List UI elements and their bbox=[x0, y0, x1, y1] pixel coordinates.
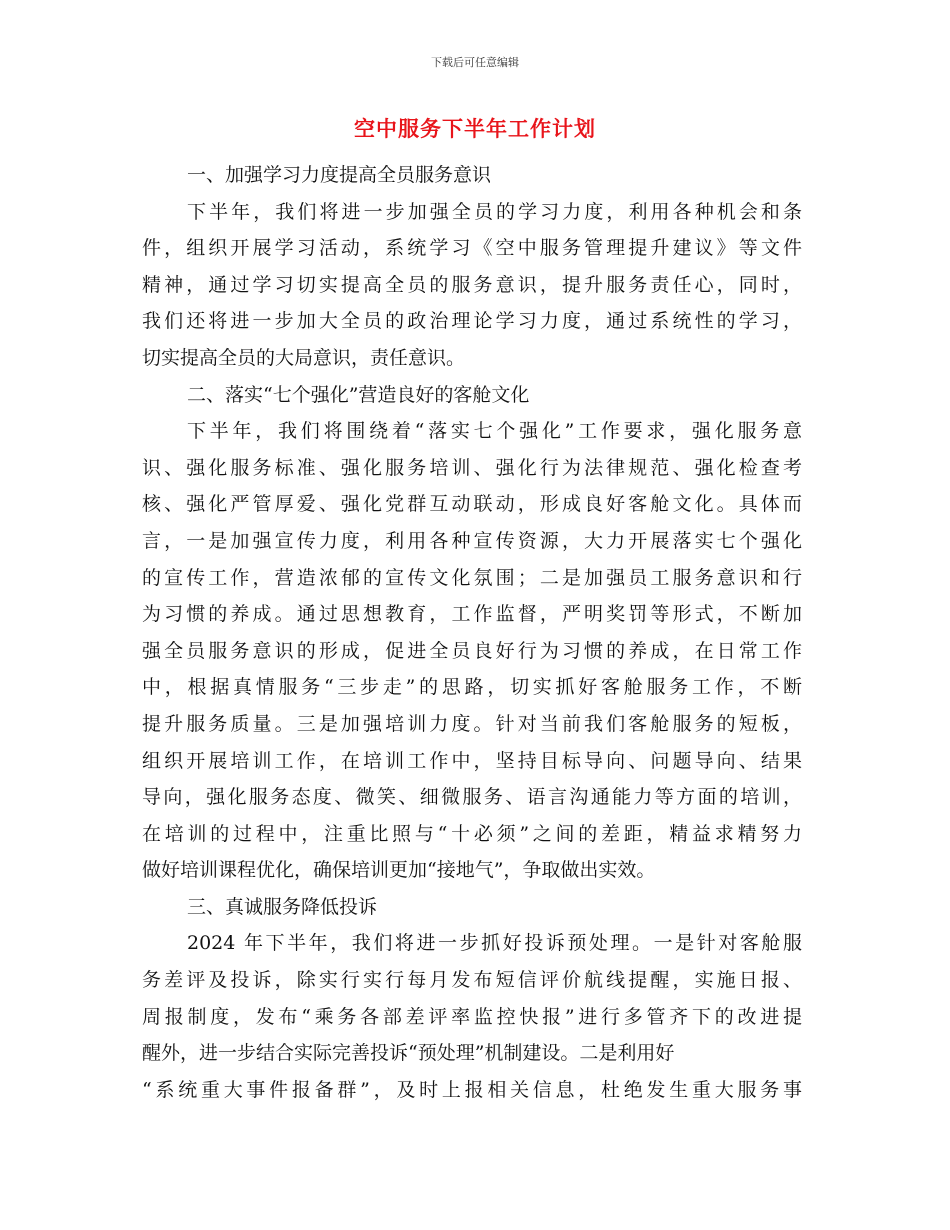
body-line: 言，一是加强宣传力度，利用各种宣传资源，大力开展落实七个强化 bbox=[142, 529, 802, 552]
body-line: 中，根据真情服务“三步走”的思路，切实抓好客舱服务工作，不断 bbox=[142, 676, 802, 699]
body-line: 我们还将进一步加大全员的政治理论学习力度，通过系统性的学习， bbox=[142, 310, 802, 333]
body-line: 为习惯的养成。通过思想教育，工作监督，严明奖罚等形式，不断加 bbox=[142, 603, 802, 626]
body-line: 核、强化严管厚爱、强化党群互动联动，形成良好客舱文化。具体而 bbox=[142, 493, 802, 516]
body-line: 三、真诚服务降低投诉 bbox=[187, 895, 378, 918]
body-line: 周报制度，发布“乘务各部差评率监控快报”进行多管齐下的改进提 bbox=[142, 1005, 802, 1028]
body-line: 的宣传工作，营造浓郁的宣传文化氛围；二是加强员工服务意识和行 bbox=[142, 566, 802, 589]
body-line: 务差评及投诉，除实行实行每月发布短信评价航线提醒，实施日报、 bbox=[142, 969, 802, 992]
page-header-note: 下载后可任意编辑 bbox=[431, 56, 519, 69]
body-line: 2024 年下半年，我们将进一步抓好投诉预处理。一是针对客舱服 bbox=[187, 932, 802, 955]
body-line: 提升服务质量。三是加强培训力度。针对当前我们客舱服务的短板， bbox=[142, 712, 802, 735]
body-line: 在培训的过程中，注重比照与“十必须”之间的差距，精益求精努力 bbox=[142, 822, 802, 845]
document-body bbox=[142, 157, 802, 1108]
body-line: 件，组织开展学习活动，系统学习《空中服务管理提升建议》等文件 bbox=[142, 237, 802, 260]
body-line: 下半年，我们将围绕着“落实七个强化”工作要求，强化服务意 bbox=[187, 420, 802, 443]
document-title: 空中服务下半年工作计划 bbox=[354, 116, 596, 141]
body-line: 切实提高全员的大局意识，责任意识。 bbox=[142, 346, 466, 369]
body-line: 一、加强学习力度提高全员服务意识 bbox=[187, 164, 492, 186]
body-line: 醒外，进一步结合实际完善投诉“预处理”机制建设。二是利用好 bbox=[142, 1042, 675, 1065]
body-line: 强全员服务意识的形成，促进全员良好行为习惯的养成，在日常工作 bbox=[142, 639, 802, 662]
body-line: 下半年，我们将进一步加强全员的学习力度，利用各种机会和条 bbox=[187, 200, 802, 223]
body-line: 精神，通过学习切实提高全员的服务意识，提升服务责任心，同时， bbox=[142, 273, 802, 296]
body-line: “系统重大事件报备群”，及时上报相关信息，杜绝发生重大服务事 bbox=[142, 1078, 802, 1101]
body-line: 二、落实“七个强化”营造良好的客舱文化 bbox=[187, 383, 530, 406]
body-line: 导向，强化服务态度、微笑、细微服务、语言沟通能力等方面的培训， bbox=[142, 786, 802, 809]
body-line: 识、强化服务标准、强化服务培训、强化行为法律规范、强化检查考 bbox=[142, 456, 802, 479]
body-line: 组织开展培训工作，在培训工作中，坚持目标导向、问题导向、结果 bbox=[142, 749, 802, 772]
body-line: 做好培训课程优化，确保培训更加“接地气”，争取做出实效。 bbox=[142, 859, 656, 882]
